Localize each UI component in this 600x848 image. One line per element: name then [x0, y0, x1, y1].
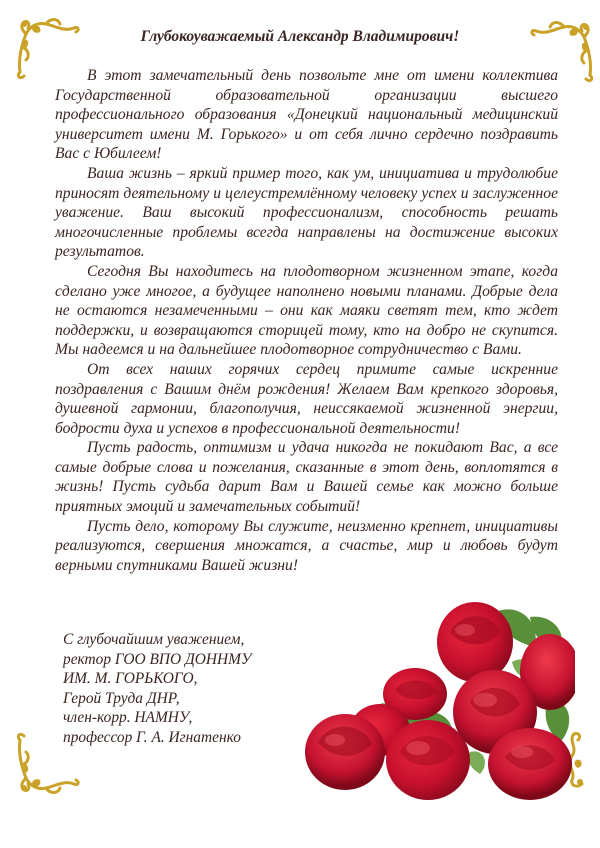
paragraph: В этот замечательный день позвольте мне от имени коллектива Государственной образовательной организации высшего профессионального образования «Донецкий национальный медицинский университет имени М. Горького» и от себя лично сердечно поздравить Вас с Юбилеем! — [55, 67, 558, 163]
greeting-title: Глубокоуважаемый Александр Владимирович! — [140, 28, 460, 45]
paragraph: От всех наших горячих сердец примите самые искренние поздравления с Вашим днём рождения! Желаем Вам крепкого здоровья, душевной гармонии, благополучия, неиссякаемой жизненной энергии, бодрости духа и успехов в профессиональной деятельности! — [55, 360, 558, 437]
letter-body — [55, 66, 558, 575]
paragraph: Ваша жизнь – яркий пример того, как ум, инициатива и трудолюбие приносят деятельному и целеустремлённому человеку успех и заслуженное уважение. Ваш высокий профессионализм, способность решать многочисленные проблемы всегда направлены на достижение высоких результатов. — [55, 164, 558, 261]
signature-line: член-корр. НАМНУ, — [63, 709, 193, 726]
roses-image — [290, 592, 575, 814]
paragraph: Сегодня Вы находитесь на плодотворном жизненном этапе, когда сделано уже многое, а будущее наполнено новыми планами. Добрые дела не остаются незамеченными – они как маяки светят тем, кто ждет поддержки, и возвращаются сторицей тому, кто на добро не скупится. Мы надеемся и на дальнейшее плодотворное сотрудничество с Вами. — [55, 262, 558, 359]
signature-line: профессор Г. А. Игнатенко — [63, 728, 241, 746]
signature-line: Герой Труда ДНР, — [63, 689, 180, 707]
signature-line: ректор ГОО ВПО ДОННМУ — [63, 650, 252, 668]
signature-line: С глубочайшим уважением, — [63, 631, 245, 648]
signature-block — [63, 630, 293, 747]
signature-line: ИМ. М. ГОРЬКОГО, — [63, 670, 198, 687]
paragraph: Пусть дело, которому Вы служите, неизменно крепнет, инициативы реализуются, свершения множатся, а счастье, мир и любовь будут верными спутниками Вашей жизни! — [55, 517, 558, 574]
paragraph: Пусть радость, оптимизм и удача никогда не покидают Вас, а все самые добрые слова и пожелания, сказанные в этот день, воплотятся в жизнь! Пусть судьба дарит Вам и Вашей семье как можно больше приятных эмоций и замечательных событий! — [55, 439, 558, 516]
